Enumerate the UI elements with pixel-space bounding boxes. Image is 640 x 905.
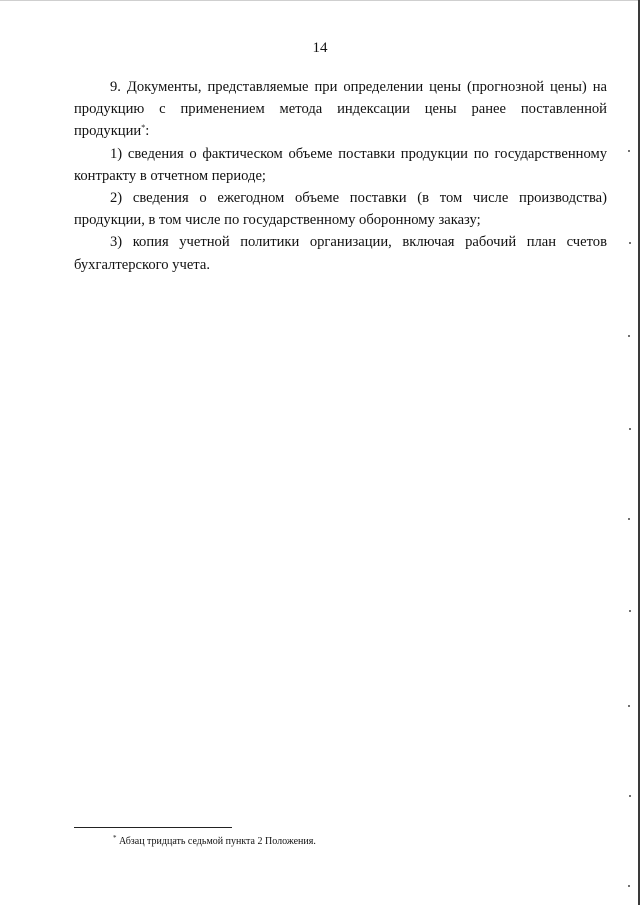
footnote-separator xyxy=(74,827,232,828)
paragraph-item-9 xyxy=(74,76,607,143)
scan-speck xyxy=(628,150,630,152)
footnote-mark: * xyxy=(113,834,117,842)
scan-speck xyxy=(629,428,631,430)
scan-speck xyxy=(628,885,630,887)
scan-speck xyxy=(629,795,631,797)
scan-speck xyxy=(628,518,630,520)
scan-speck xyxy=(628,705,630,707)
list-item-3: 3) копия учетной политики организации, включая рабочий план счетов бухгалтерского учета. xyxy=(74,234,607,273)
scan-speck xyxy=(628,335,630,337)
scan-speck xyxy=(629,610,631,612)
footnote-reference-mark: * xyxy=(141,123,146,133)
footnote-text: Абзац тридцать седьмой пункта 2 Положения. xyxy=(119,836,316,847)
footnote xyxy=(113,835,316,848)
list-item-2: 2) сведения о ежегодном объеме поставки (в том числе производства) продукции, в том числе по государственному оборонному заказу; xyxy=(74,190,607,229)
scan-speck xyxy=(629,242,631,244)
page-number: 14 xyxy=(312,40,328,56)
list-item-1: 1) сведения о фактическом объеме поставки продукции по государственному контракту в отчетном периоде; xyxy=(74,145,607,184)
scan-top-edge xyxy=(0,0,640,1)
paragraph-item-9-colon: : xyxy=(145,123,150,140)
document-body xyxy=(74,76,607,276)
paragraph-item-9-text: 9. Документы, представляемые при определении цены (прогнозной цены) на продукцию с применением метода индексации цены ранее поставленной продукции xyxy=(74,79,607,140)
